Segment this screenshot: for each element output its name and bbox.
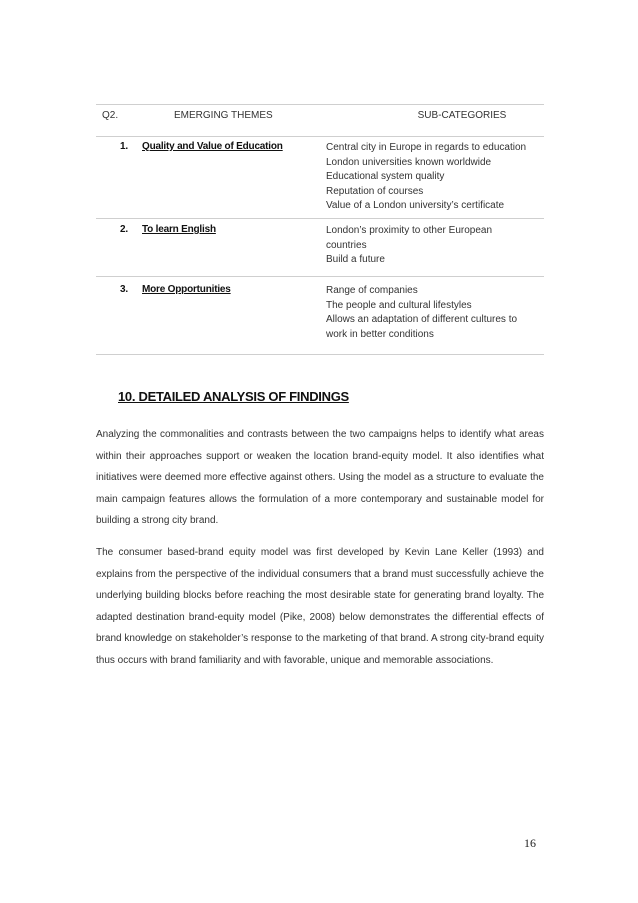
body-paragraph: The consumer based-brand equity model was first developed by Kevin Lane Keller (1993) and explains from the perspective of the individual consumers that a brand must successfully achieve the underlying building blocks before reaching the most desirable state for generating brand loyalty. The adapted destination brand-equity model (Pike, 2008) below demonstrates the differential effects of brand knowledge on stakeholder’s response to the marketing of that brand. A strong city-brand equity thus occurs with brand familiarity and with favorable, unique and memorable associations. xyxy=(96,547,544,666)
subcategory-item: Central city in Europe in regards to education xyxy=(326,142,527,153)
theme-number: 1. xyxy=(120,141,128,152)
subcategory-list xyxy=(326,284,546,342)
header-subcategories-label: SUB-CATEGORIES xyxy=(417,110,507,121)
table-row-divider xyxy=(96,218,544,219)
theme-title: Quality and Value of Education xyxy=(142,141,283,152)
table-row-divider xyxy=(96,276,544,277)
body-paragraph: Analyzing the commonalities and contrasts between the two campaigns helps to identify what areas within their approaches support or weaken the location brand-equity model. It also identifies what initiatives were deemed more effective against others. Using the model as a structure to evaluate the main campaign features allows the formulation of a more contemporary and sustainable model for building a strong city brand. xyxy=(96,429,544,526)
table-row xyxy=(96,284,544,346)
subcategory-item: Allows an adaptation of different cultures to xyxy=(326,314,518,325)
subcategory-item: countries xyxy=(326,239,367,251)
subcategory-list xyxy=(326,141,546,214)
section-heading: 10. DETAILED ANALYSIS OF FINDINGS xyxy=(118,389,349,404)
subcategory-item: Educational system quality xyxy=(326,171,445,182)
theme-title: To learn English xyxy=(142,224,216,235)
table-rule-bottom xyxy=(96,354,544,355)
subcategory-item: Range of companies xyxy=(326,285,418,296)
subcategory-item: London universities known worldwide xyxy=(326,156,492,168)
theme-cell xyxy=(120,284,231,295)
table-header xyxy=(96,104,544,136)
page-number: 16 xyxy=(524,836,536,850)
table-rule-header xyxy=(96,136,544,137)
theme-number: 2. xyxy=(120,224,128,235)
header-q-label: Q2. xyxy=(102,110,119,121)
table-row xyxy=(96,224,544,270)
subcategory-item: London’s proximity to other European xyxy=(326,225,493,236)
theme-number: 3. xyxy=(120,284,128,295)
theme-cell xyxy=(120,224,216,235)
theme-title: More Opportunities xyxy=(142,284,231,295)
theme-cell xyxy=(120,141,283,152)
subcategory-item: Build a future xyxy=(326,254,385,265)
subcategory-item: The people and cultural lifestyles xyxy=(326,299,472,311)
subcategory-item: work in better conditions xyxy=(326,328,434,340)
header-themes-label: EMERGING THEMES xyxy=(174,110,273,121)
subcategory-item: Value of a London university’s certificate xyxy=(326,200,505,211)
table-row xyxy=(96,141,544,217)
subcategory-list xyxy=(326,224,546,268)
subcategory-item: Reputation of courses xyxy=(326,185,424,197)
